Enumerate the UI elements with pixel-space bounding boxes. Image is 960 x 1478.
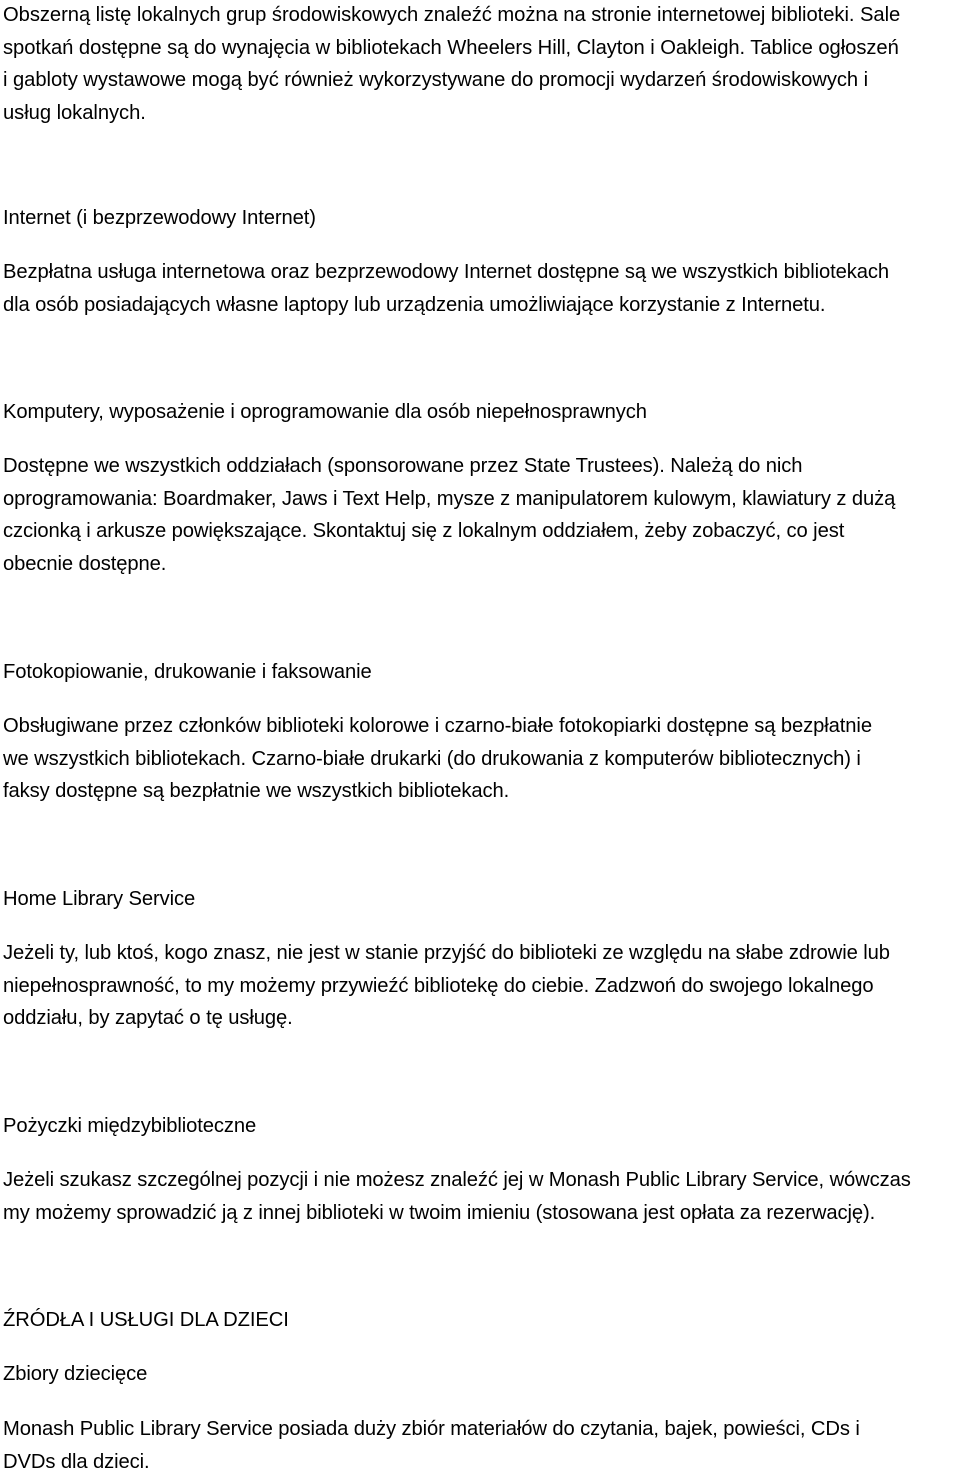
internet-line-2: dla osób posiadających własne laptopy lub urządzenia umożliwiające korzystanie z Internetu. — [3, 293, 826, 316]
children-heading: ŹRÓDŁA I USŁUGI DLA DZIECI — [3, 1309, 289, 1331]
children-line-2: DVDs dla dzieci. — [3, 1450, 150, 1473]
internet-paragraph — [3, 256, 889, 321]
internet-heading: Internet (i bezprzewodowy Internet) — [3, 207, 316, 229]
home-library-heading: Home Library Service — [3, 888, 196, 910]
intro-paragraph — [3, 0, 900, 129]
home-library-line-1: Jeżeli ty, lub ktoś, kogo znasz, nie jest w stanie przyjść do biblioteki ze względu na słabe zdrowie lub — [3, 942, 890, 964]
children-paragraph — [3, 1413, 860, 1478]
intro-line-3: i gabloty wystawowe mogą być również wykorzystywane do promocji wydarzeń środowiskowych i — [3, 69, 869, 91]
computers-line-3: czcionką i arkusze powiększające. Skontaktuj się z lokalnym oddziałem, żeby zobaczyć, co jest — [3, 520, 845, 543]
copying-line-1: Obsługiwane przez członków biblioteki kolorowe i czarno-białe fotokopiarki dostępne są bezpłatnie — [3, 715, 872, 737]
children-line-1: Monash Public Library Service posiada duży zbiór materiałów do czytania, bajek, powieści, CDs i — [3, 1418, 860, 1440]
computers-heading: Komputery, wyposażenie i oprogramowanie dla osób niepełnosprawnych — [3, 401, 647, 423]
intro-line-2: spotkań dostępne są do wynajęcia w bibliotekach Wheelers Hill, Clayton i Oakleigh. Tablice ogłoszeń — [3, 36, 899, 59]
interlibrary-paragraph — [3, 1164, 911, 1229]
home-library-line-2: niepełnosprawność, to my możemy przywieźć bibliotekę do ciebie. Zadzwoń do swojego lokalnego — [3, 974, 874, 997]
intro-line-4: usług lokalnych. — [3, 101, 146, 124]
copying-heading: Fotokopiowanie, drukowanie i faksowanie — [3, 661, 372, 683]
interlibrary-line-1: Jeżeli szukasz szczególnej pozycji i nie możesz znaleźć jej w Monash Public Library Service, wówczas — [3, 1169, 911, 1191]
children-subheading: Zbiory dziecięce — [3, 1363, 148, 1385]
computers-line-2: oprogramowania: Boardmaker, Jaws i Text Help, mysze z manipulatorem kulowym, klawiatury z dużą — [3, 487, 896, 510]
copying-line-3: faksy dostępne są bezpłatnie we wszystkich bibliotekach. — [3, 780, 510, 803]
computers-line-1: Dostępne we wszystkich oddziałach (sponsorowane przez State Trustees). Należą do nich — [3, 455, 803, 477]
interlibrary-line-2: my możemy sprowadzić ją z innej biblioteki w twoim imieniu (stosowana jest opłata za rezerwację). — [3, 1201, 876, 1224]
computers-line-4: obecnie dostępne. — [3, 553, 167, 576]
intro-line-1: Obszerną listę lokalnych grup środowiskowych znaleźć można na stronie internetowej biblioteki. Sale — [3, 4, 901, 26]
copying-paragraph — [3, 710, 872, 808]
internet-line-1: Bezpłatna usługa internetowa oraz bezprzewodowy Internet dostępne są we wszystkich bibliotekach — [3, 261, 889, 283]
home-library-paragraph — [3, 937, 890, 1035]
copying-line-2: we wszystkich bibliotekach. Czarno-białe drukarki (do drukowania z komputerów bibliotecznych) i — [3, 747, 861, 770]
interlibrary-heading: Pożyczki międzybiblioteczne — [3, 1115, 257, 1137]
computers-paragraph — [3, 450, 895, 581]
home-library-line-3: oddziału, by zapytać o tę usługę. — [3, 1007, 293, 1030]
